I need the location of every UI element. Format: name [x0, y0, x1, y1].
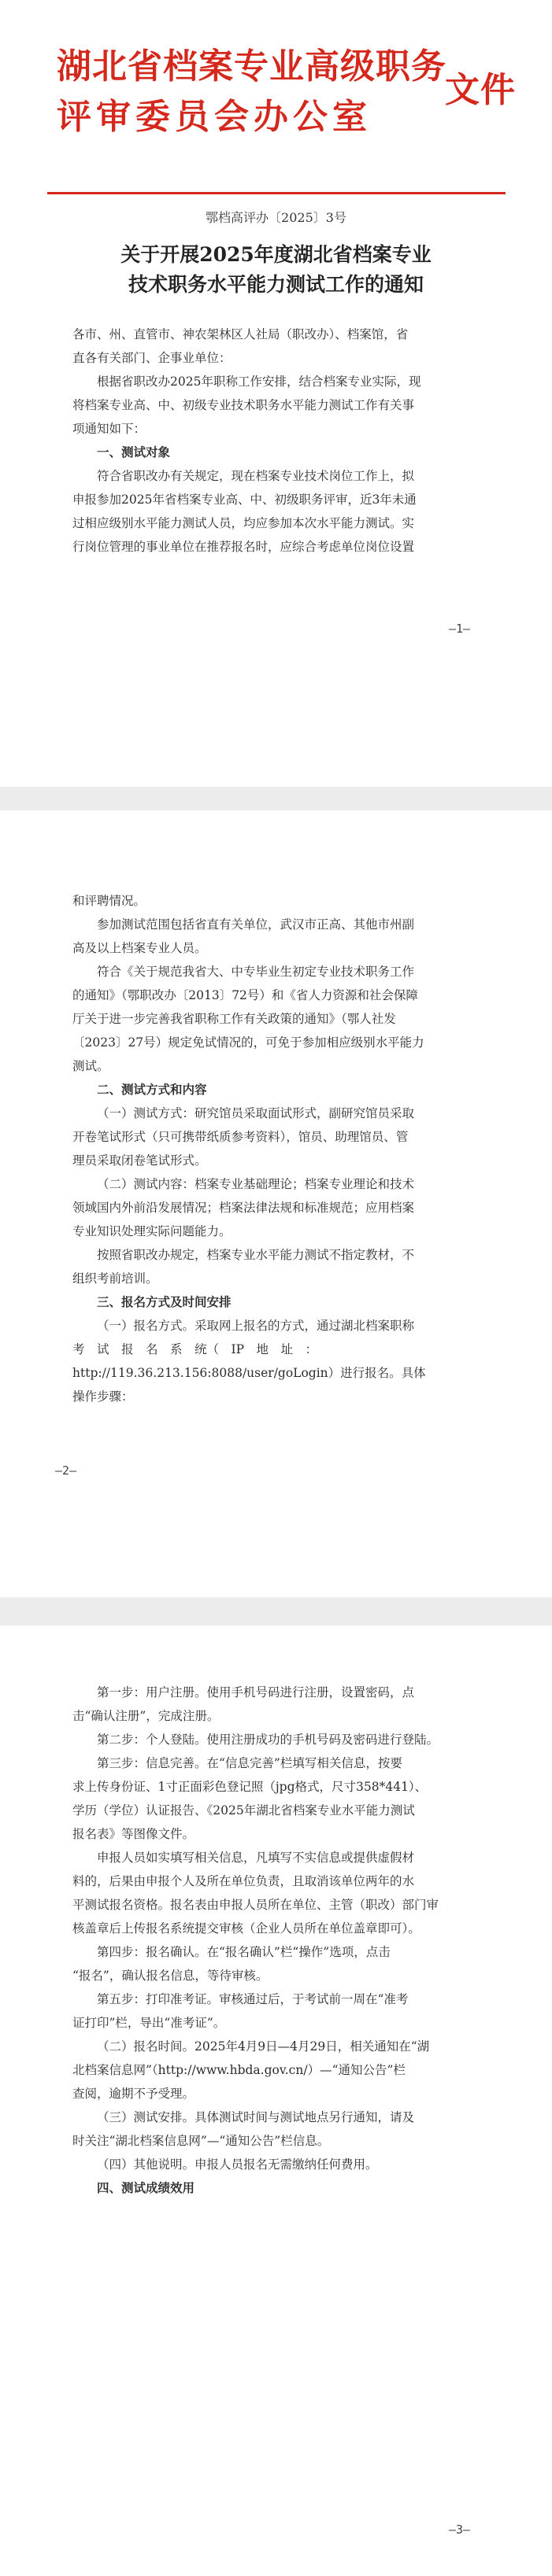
p3-line-10: 平测试报名资格。报名表由申报人员所在单位、主管（职改）部门审 [72, 1898, 439, 1912]
p3-line-6: 学历（学位）认证报告、《2025年湖北省档案专业水平能力测试 [72, 1803, 415, 1818]
issuer-name-line1: 湖北省档案专业高级职务 [57, 46, 446, 87]
p2-line-3: 高及以上档案专业人员。 [72, 941, 207, 955]
p3-line-19: （三）测试安排。具体测试时间与测试地点另行通知，请及 [97, 2110, 415, 2124]
sec1-line-4: 行岗位管理的事业单位在推荐报名时，应综合考虑单位岗位设置 [72, 540, 415, 554]
p2-line-17: （一）报名方式。采取网上报名的方式，通过湖北档案职称 [97, 1319, 415, 1333]
p3-line-20: 时关注“湖北档案信息网”—“通知公告”栏信息。 [72, 2134, 330, 2148]
hbda-website-link[interactable]: 北档案信息网”（http://www.hbda.gov.cn/）—“通知公告”栏 [72, 2063, 406, 2077]
page-number-2: —2— [55, 1463, 77, 1478]
p3-line-12: 第四步：报名确认。在“报名确认”栏“操作”选项，点击 [97, 1945, 391, 1959]
page-number-1: —1— [449, 622, 471, 636]
issuer-suffix: 文件 [445, 70, 516, 110]
p2-line-4: 符合《关于规范我省大、中专毕业生初定专业技术职务工作 [97, 965, 415, 979]
p3-line-4: 第三步：信息完善。在“信息完善”栏填写相关信息，按要 [97, 1756, 402, 1770]
p3-line-8: 申报人员如实填写相关信息，凡填写不实信息或提供虚假材 [97, 1851, 415, 1865]
sec1-line-2: 申报参加2025年省档案专业高、中、初级职务评审，近3年未通 [72, 493, 417, 507]
title-line-2: 技术职务水平能力测试工作的通知 [128, 273, 424, 296]
page-number-3: —3— [449, 2522, 471, 2537]
section-4-heading: 四、测试成绩效用 [97, 2180, 195, 2195]
p2-line-8: 测试。 [72, 1059, 109, 1073]
p2-line-5: 的通知》（鄂职改办〔2013〕72号）和《省人力资源和社会保障 [72, 988, 418, 1002]
red-divider [47, 192, 506, 194]
section-3-heading: 三、报名方式及时间安排 [97, 1294, 232, 1309]
recipients-line-2: 直各有关部门、企事业单位： [72, 351, 232, 365]
p3-line-11: 核盖章后上传报名系统提交审核（企业人员所在单位盖章即可）。 [72, 1921, 420, 1936]
p2-line-20: 操作步骤： [72, 1389, 134, 1404]
p2-line-15: 按照省职改办规定，档案专业水平能力测试不指定教材，不 [97, 1248, 415, 1262]
title-line-1: 关于开展2025年度湖北省档案专业 [120, 243, 432, 266]
p3-line-18: 查阅，逾期不予受理。 [72, 2087, 195, 2101]
recipients-line-1: 各市、州、直管市、神农架林区人社局（职改办）、档案馆，省 [72, 327, 409, 341]
intro-line-2: 将档案专业高、中、初级专业技术职务水平能力测试工作有关事 [72, 398, 415, 412]
document-page-3 [0, 1626, 552, 2576]
p2-line-2: 参加测试范围包括省直有关单位，武汉市正高、其他市州副 [97, 917, 415, 932]
sec1-line-3: 过相应级别水平能力测试人员，均应参加本次水平能力测试。实 [72, 516, 415, 530]
sec1-line-1: 符合省职改办有关规定，现在档案专业技术岗位工作上，拟 [97, 469, 415, 483]
p3-line-14: 第五步：打印准考证。审核通过后，于考试前一周在“准考 [97, 1992, 409, 2006]
p2-line-7: 〔2023〕27号）规定免试情况的，可免于参加相应级别水平能力 [72, 1035, 424, 1050]
p2-line-10: 开卷笔试形式（只可携带纸质参考资料），馆员、助理馆员、管 [72, 1130, 409, 1144]
p2-line-14: 专业知识处理实际问题能力。 [72, 1224, 232, 1238]
p3-line-3: 第二步：个人登陆。使用注册成功的手机号码及密码进行登陆。 [97, 1733, 439, 1747]
p3-line-21: （四）其他说明。申报人员报名无需缴纳任何费用。 [97, 2157, 378, 2172]
p2-line-6: 厅关于进一步完善我省职称工作有关政策的通知》（鄂人社发 [72, 1012, 396, 1026]
p3-line-15: 证打印”栏，导出“准考证”。 [72, 2016, 226, 2030]
p2-line-1: 和评聘情况。 [72, 894, 146, 908]
issuer-name-line2: 评审委员会办公室 [57, 97, 372, 137]
document-page-1 [0, 0, 552, 787]
p2-line-9: （一）测试方式：研究馆员采取面试形式，副研究馆员采取 [97, 1106, 415, 1120]
p2-line-16: 组织考前培训。 [72, 1271, 158, 1286]
p2-line-13: 领域国内外前沿发展情况；档案法律法规和标准规范；应用档案 [72, 1201, 415, 1215]
p3-line-1: 第一步：用户注册。使用手机号码进行注册，设置密码，点 [97, 1685, 415, 1699]
p3-line-13: “报名”，确认报名信息，等待审核。 [72, 1969, 269, 1983]
p3-line-2: 击“确认注册”，完成注册。 [72, 1709, 220, 1723]
p2-line-18: 考 试 报 名 系 统（ IP 地 址 ： [72, 1342, 318, 1356]
doc-number: 鄂档高评办〔2025〕3号 [206, 210, 346, 225]
intro-line-1: 根据省职改办2025年职称工作安排，结合档案专业实际，现 [97, 375, 421, 389]
section-1-heading: 一、测试对象 [97, 445, 171, 459]
p3-line-7: 报名表》等图像文件。 [72, 1827, 195, 1841]
document-page-2 [0, 810, 552, 1597]
intro-line-3: 项通知如下： [72, 422, 146, 436]
registration-system-url[interactable]: http://119.36.213.156:8088/user/goLogin）进行报名。具体 [72, 1366, 426, 1380]
p3-line-9: 料的，后果由申报个人及所在单位负责，且取消该单位两年的水 [72, 1874, 415, 1888]
p2-line-11: 理员采取闭卷笔试形式。 [72, 1153, 207, 1168]
p3-line-16: （二）报名时间。2025年4月9日—4月29日，相关通知在“湖 [97, 2039, 430, 2054]
p3-line-5: 求上传身份证、1寸正面彩色登记照（jpg格式，尺寸358*441）、 [72, 1780, 428, 1794]
section-2-heading: 二、测试方式和内容 [97, 1082, 207, 1097]
p2-line-12: （二）测试内容：档案专业基础理论；档案专业理论和技术 [97, 1177, 415, 1191]
